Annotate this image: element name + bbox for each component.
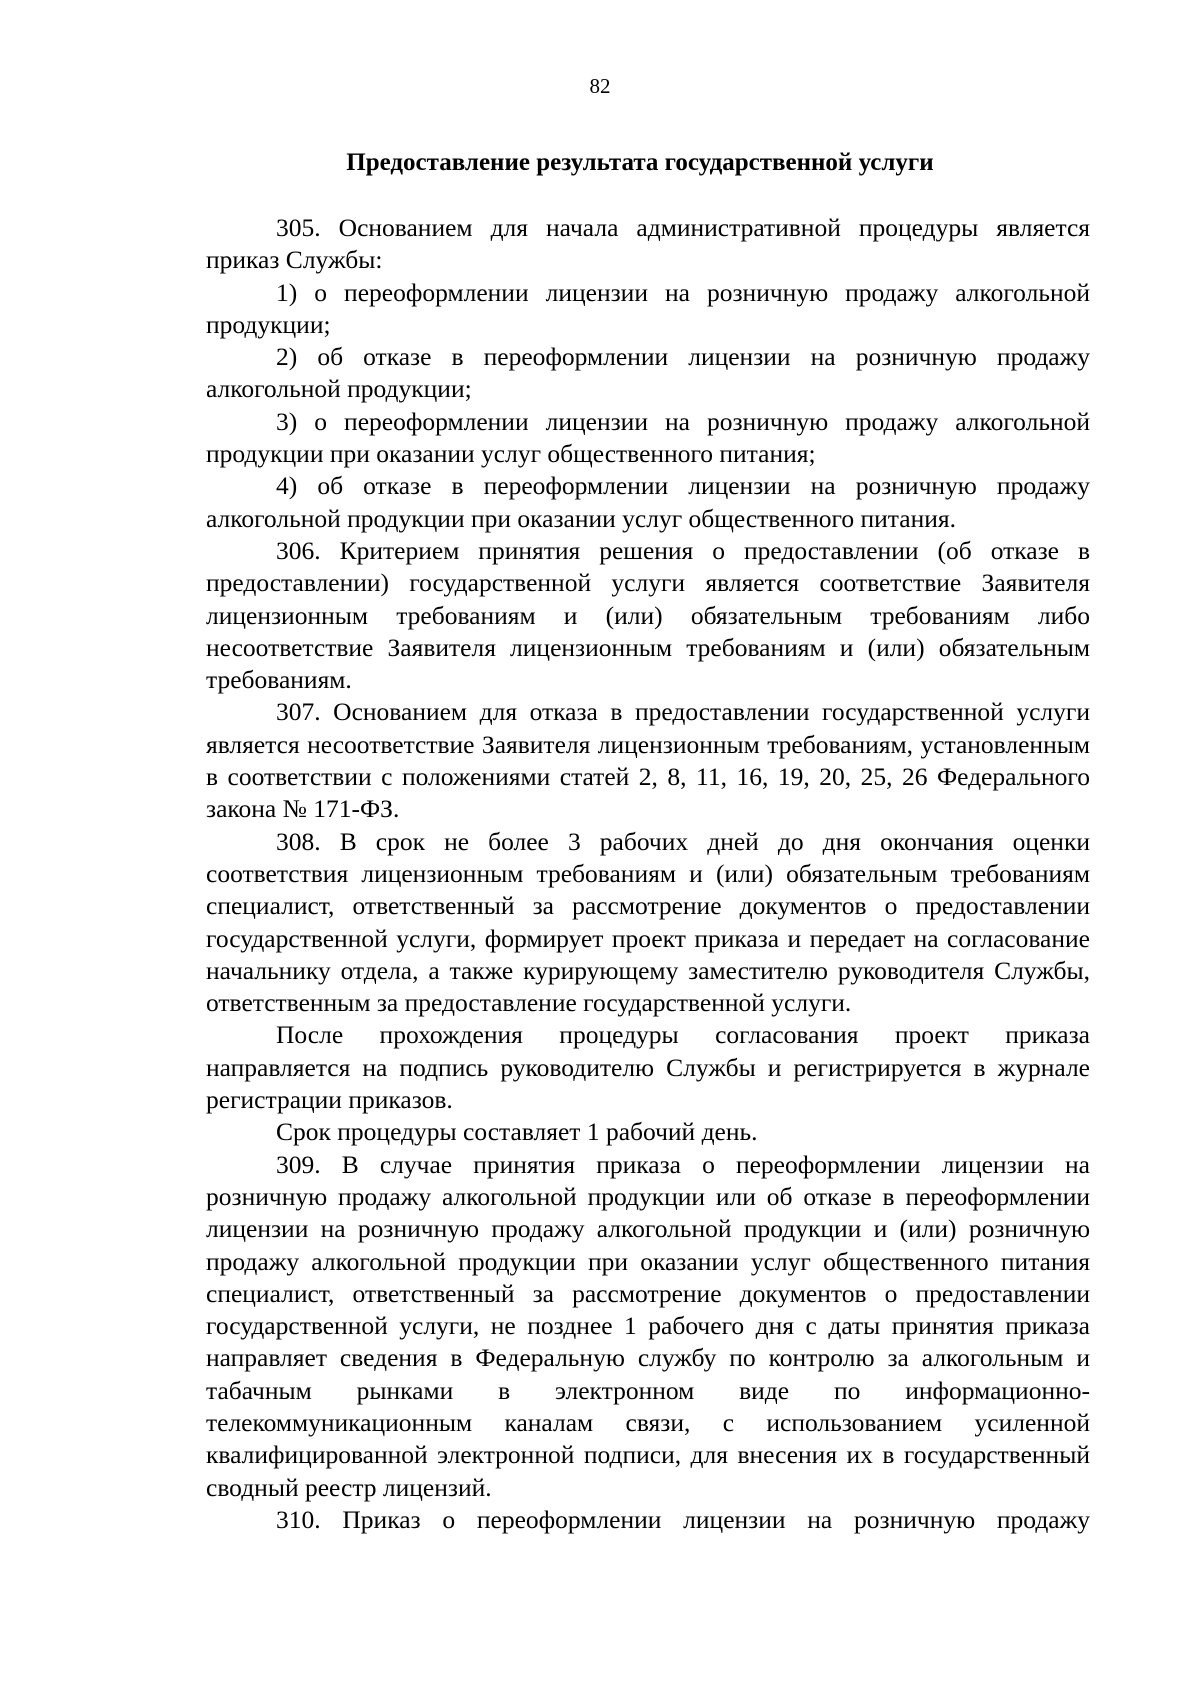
list-item-4: 4) об отказе в переоформлении лицензии на розничную продажу алкогольной продукции при оказании услуг общественного питания.	[206, 471, 1090, 533]
section-title: Предоставление результата государственной услуги	[346, 149, 934, 176]
paragraph-approval: После прохождения процедуры согласования проект приказа направляется на подпись руководителю Службы и регистрируется в журнале регистрации приказов.	[206, 1020, 1090, 1115]
document-body	[206, 212, 1090, 1536]
paragraph-307: 307. Основанием для отказа в предоставлении государственной услуги является несоответствие Заявителя лицензионным требованиям, установленным в соответствии с положениями статей 2, 8, 11, 16, 19, 20, 25, 26 Федерального закона № 171-ФЗ.	[206, 697, 1090, 824]
paragraph-deadline: Срок процедуры составляет 1 рабочий день.	[276, 1117, 758, 1147]
paragraph-308: 308. В срок не более 3 рабочих дней до дня окончания оценки соответствия лицензионным требованиям и (или) обязательным требованиям специалист, ответственный за рассмотрение документов о предоставлении государственной услуги, формирует проект приказа и передает на согласование начальнику отдела, а также курирующему заместителю руководителя Службы, ответственным за предоставление государственной услуги.	[206, 826, 1090, 1018]
paragraph-306: 306. Критерием принятия решения о предоставлении (об отказе в предоставлении) государственной услуги является соответствие Заявителя лицензионным требованиям и (или) обязательным требованиям либо несоответствие Заявителя лицензионным требованиям и (или) обязательным требованиям.	[206, 535, 1090, 695]
paragraph-309: 309. В случае принятия приказа о переоформлении лицензии на розничную продажу алкогольной продукции или об отказе в переоформлении лицензии на розничную продажу алкогольной продукции и (или) розничную продажу алкогольной продукции при оказании услуг общественного питания специалист, ответственный за рассмотрение документов о предоставлении государственной услуги, не позднее 1 рабочего дня с даты принятия приказа направляет сведения в Федеральную службу по контролю за алкогольным и табачным рынками в электронном виде по информационно-телекоммуникационным каналам связи, с использованием усиленной квалифицированной электронной подписи, для внесения их в государственный сводный реестр лицензий.	[206, 1149, 1090, 1502]
page-number: 82	[589, 74, 611, 98]
list-item-1: 1) о переоформлении лицензии на розничную продажу алкогольной продукции;	[206, 277, 1090, 339]
list-item-2: 2) об отказе в переоформлении лицензии на розничную продажу алкогольной продукции;	[206, 342, 1090, 404]
list-item-3: 3) о переоформлении лицензии на розничную продажу алкогольной продукции при оказании услуг общественного питания;	[206, 406, 1090, 469]
paragraph-310: 310. Приказ о переоформлении лицензии на розничную продажу	[276, 1504, 1090, 1534]
paragraph-305: 305. Основанием для начала административной процедуры является приказ Службы:	[206, 213, 1090, 275]
